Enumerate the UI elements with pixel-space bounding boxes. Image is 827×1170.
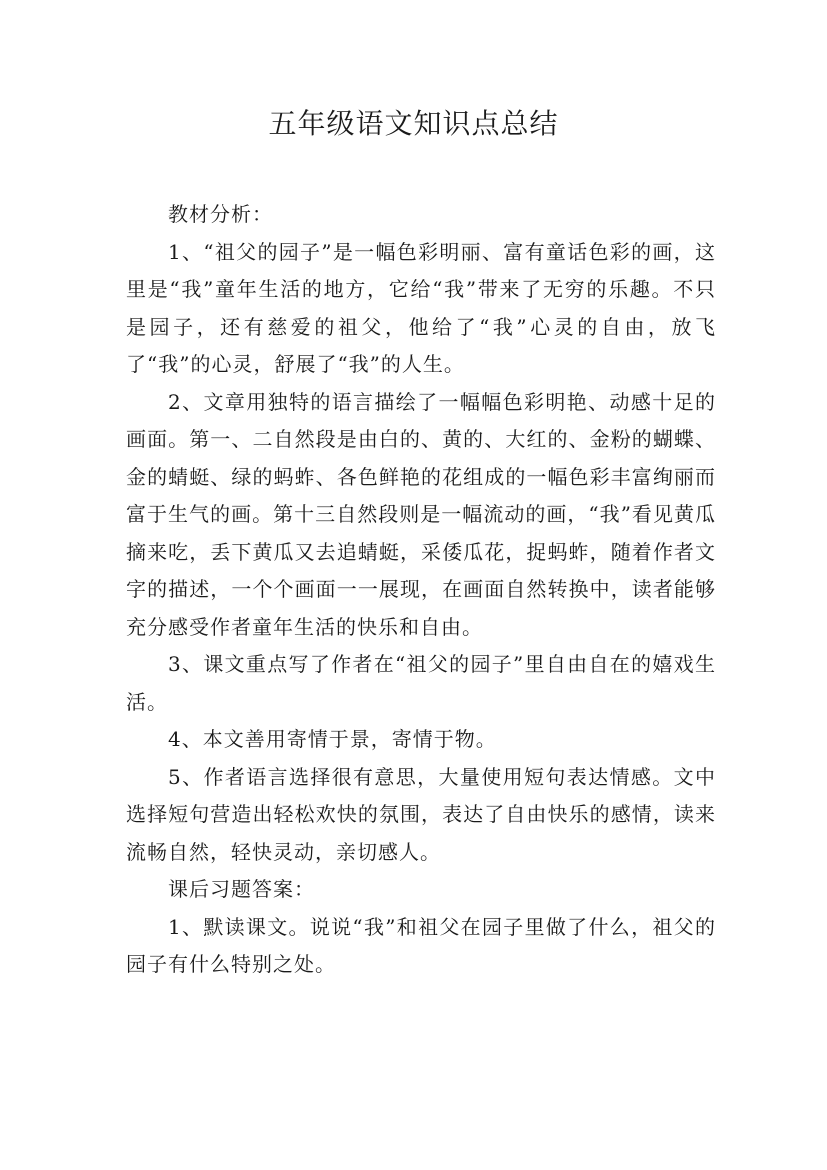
paragraph-2: 2、文章用独特的语言描绘了一幅幅色彩明艳、动感十足的画面。第一、二自然段是由白的、黄的、大红的、金粉的蝴蝶、金的蜻蜓、绿的蚂蚱、各色鲜艳的花组成的一幅色彩丰富绚丽而富于生气的画。第十三自然段则是一幅流动的画，“我”看见黄瓜摘来吃，丢下黄瓜又去追蜻蜓，采倭瓜花，捉蚂蚱，随着作者文字的描述，一个个画面一一展现，在画面自然转换中，读者能够充分感受作者童年生活的快乐和自由。	[126, 389, 716, 639]
section-heading-answers: 课后习题答案：	[168, 877, 315, 901]
paragraph-5: 5、作者语言选择很有意思，大量使用短句表达情感。文中选择短句营造出轻松欢快的氛围，表达了自由快乐的感情，读来流畅自然，轻快灵动，亲切感人。	[126, 764, 716, 864]
paragraph-4: 4、本文善用寄情于景，寄情于物。	[168, 727, 497, 751]
document-body	[126, 196, 716, 984]
paragraph-3: 3、课文重点写了作者在“祖父的园子”里自由自在的嬉戏生活。	[126, 652, 716, 714]
section-heading-analysis: 教材分析：	[168, 202, 273, 226]
exercise-1: 1、默读课文。说说“我”和祖父在园子里做了什么，祖父的园子有什么特别之处。	[126, 914, 716, 976]
paragraph-1: 1、“祖父的园子”是一幅色彩明丽、富有童话色彩的画，这里是“我”童年生活的地方，它给“我”带来了无穷的乐趣。不只是园子，还有慈爱的祖父，他给了“我”心灵的自由，放飞了“我”的心灵，舒展了“我”的人生。	[126, 239, 716, 376]
document-title: 五年级语文知识点总结	[268, 107, 559, 140]
